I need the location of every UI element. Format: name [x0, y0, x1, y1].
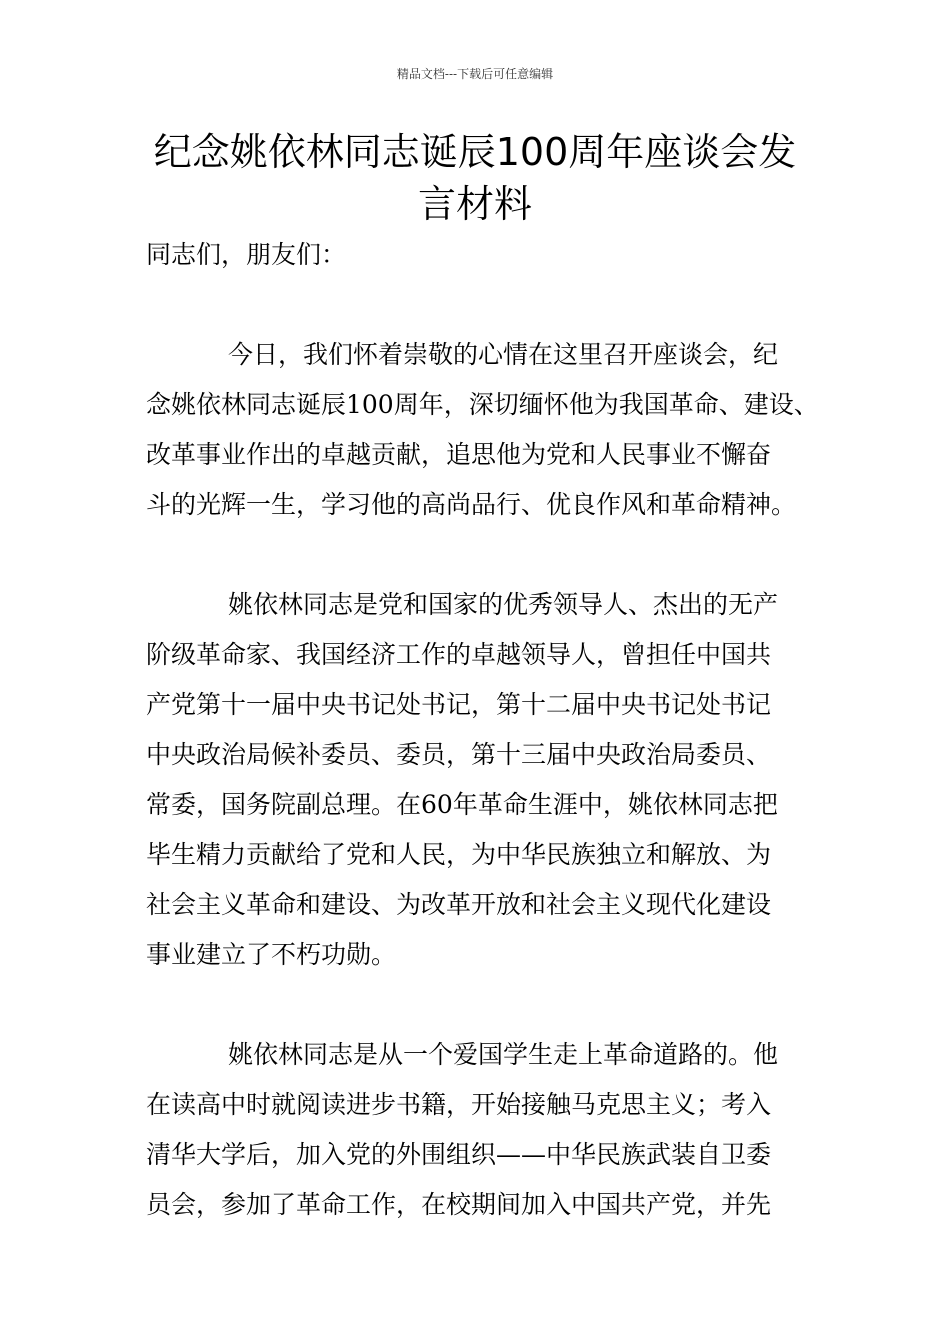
title-line-2: 言材料 — [417, 182, 532, 226]
paragraph-2 — [146, 580, 826, 980]
paragraph-line: 斗的光辉一生，学习他的高尚品行、优良作风和革命精神。 — [146, 490, 797, 519]
paragraph-line: 改革事业作出的卓越贡献，追思他为党和人民事业不懈奋 — [146, 440, 772, 469]
paragraph-line: 清华大学后，加入党的外围组织——中华民族武装自卫委 — [146, 1140, 772, 1169]
paragraph-line: 念姚依林同志诞辰100周年，深切缅怀他为我国革命、建设、 — [146, 390, 819, 419]
paragraph-line: 在读高中时就阅读进步书籍，开始接触马克思主义；考入 — [146, 1090, 772, 1119]
paragraph-line: 社会主义革命和建设、为改革开放和社会主义现代化建设 — [146, 890, 772, 919]
document-title — [120, 126, 830, 230]
paragraph-spacer — [146, 530, 826, 580]
paragraph-line: 今日，我们怀着崇敬的心情在这里召开座谈会，纪 — [228, 340, 779, 369]
paragraph-line: 毕生精力贡献给了党和人民，为中华民族独立和解放、为 — [146, 840, 772, 869]
paragraph-line: 姚依林同志是从一个爱国学生走上革命道路的。他 — [228, 1040, 779, 1069]
paragraph-line: 常委，国务院副总理。在60年革命生涯中，姚依林同志把 — [146, 790, 778, 819]
paragraph-line: 阶级革命家、我国经济工作的卓越领导人，曾担任中国共 — [146, 640, 772, 669]
paragraph-line: 姚依林同志是党和国家的优秀领导人、杰出的无产 — [228, 590, 779, 619]
paragraph-line: 员会，参加了革命工作，在校期间加入中国共产党，并先 — [146, 1190, 772, 1219]
paragraph-line: 事业建立了不朽功勋。 — [146, 940, 397, 969]
paragraph-spacer — [146, 280, 826, 330]
paragraph-3 — [146, 1030, 826, 1230]
paragraph-spacer — [146, 980, 826, 1030]
paragraph-1 — [146, 330, 826, 530]
header-note: 精品文档---下载后可任意编辑 — [396, 67, 554, 81]
title-line-1: 纪念姚依林同志诞辰100周年座谈会发 — [153, 130, 797, 174]
salutation: 同志们，朋友们： — [146, 240, 347, 269]
document-body — [146, 230, 826, 1230]
paragraph-line: 产党第十一届中央书记处书记，第十二届中央书记处书记 — [146, 690, 772, 719]
paragraph-line: 中央政治局候补委员、委员，第十三届中央政治局委员、 — [146, 740, 772, 769]
